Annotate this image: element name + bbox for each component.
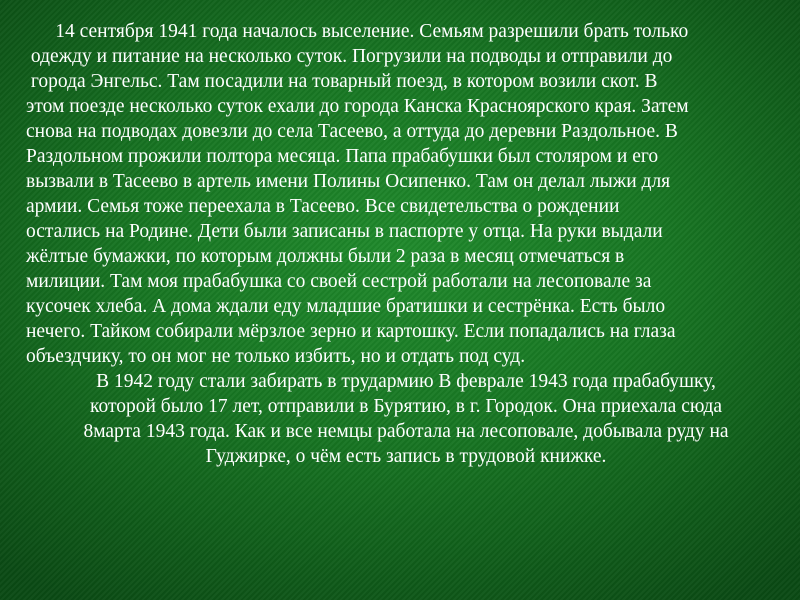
text-line: Гуджирке, о чём есть запись в трудовой книжке.	[205, 446, 607, 467]
text-line: В 1942 году стали забирать в трудармию В феврале 1943 года прабабушку,	[96, 371, 716, 392]
text-line: Раздольном прожили полтора месяца. Папа прабабушки был столяром и его	[26, 146, 659, 167]
text-line: остались на Родине. Дети были записаны в паспорте у отца. На руки выдали	[26, 221, 663, 242]
paragraph-labor-army	[26, 369, 786, 469]
text-line: вызвали в Тасеево в артель имени Полины Осипенко. Там он делал лыжи для	[26, 171, 671, 192]
text-line: армии. Семья тоже переехала в Тасеево. Все свидетельства о рождении	[26, 196, 620, 217]
text-line: которой было 17 лет, отправили в Бурятию, в г. Городок. Она приехала сюда	[89, 396, 723, 417]
text-block	[26, 19, 786, 469]
text-line: милиции. Там моя прабабушка со своей сестрой работали на лесоповале за	[26, 271, 652, 292]
text-line: города Энгельс. Там посадили на товарный поезд, в котором возили скот. В	[26, 71, 658, 92]
text-line: одежду и питание на несколько суток. Погрузили на подводы и отправили до	[26, 46, 673, 67]
text-line: кусочек хлеба. А дома ждали еду младшие братишки и сестрёнка. Есть было	[26, 296, 666, 317]
text-line: 8марта 1943 года. Как и все немцы работала на лесоповале, добывала руду на	[83, 421, 729, 442]
text-line: 14 сентября 1941 года началось выселение. Семьям разрешили брать только	[26, 21, 689, 42]
text-line: жёлтые бумажки, по которым должны были 2 раза в месяц отмечаться в	[26, 246, 625, 267]
text-line: объездчику, то он мог не только избить, но и отдать под суд.	[26, 346, 526, 367]
text-line: нечего. Тайком собирали мёрзлое зерно и картошку. Если попадались на глаза	[26, 321, 676, 342]
text-line: снова на подводах довезли до села Тасеево, а оттуда до деревни Раздольное. В	[26, 121, 678, 142]
text-line: этом поезде несколько суток ехали до города Канска Красноярского края. Затем	[26, 96, 689, 117]
paragraph-deportation	[26, 19, 786, 369]
